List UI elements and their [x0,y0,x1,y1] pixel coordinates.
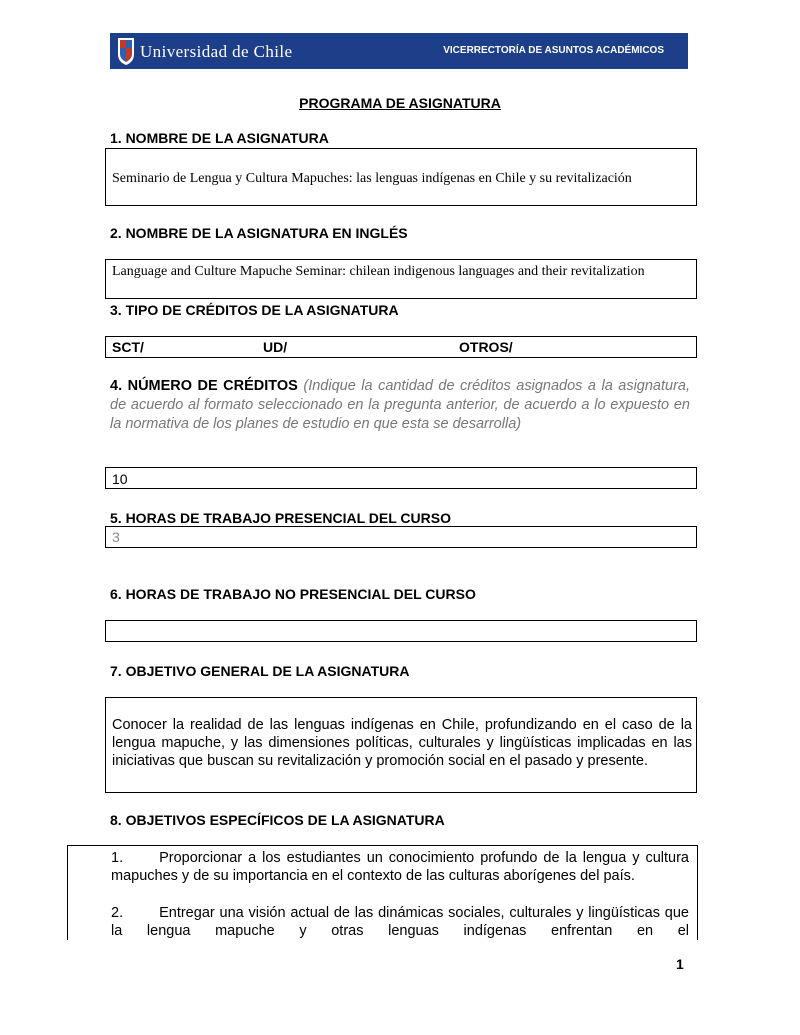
credits-box [105,467,697,489]
course-name-box [105,148,697,206]
header-banner [110,33,688,69]
section-4-hint: (Indique la cantidad de créditos asignados a la asignatura, de acuerdo al formato seleccionado en la pregunta anterior, de acuerdo a lo expuesto en la normativa de los planes de estudio en que esta se desarrolla) [110,378,691,432]
specific-objective-item [111,849,689,885]
specific-objectives-box [67,845,698,940]
credit-type-sct: SCT/ [112,339,144,355]
page-number: 1 [676,956,684,972]
section-5-heading: 5. HORAS DE TRABAJO PRESENCIAL DEL CURSO [110,510,451,526]
credits-value: 10 [112,471,128,487]
course-name-value: Seminario de Lengua y Cultura Mapuches: las lenguas indígenas en Chile y su revitalización [112,171,632,186]
section-6-heading: 6. HORAS DE TRABAJO NO PRESENCIAL DEL CURSO [110,586,476,602]
credit-type-ud: UD/ [263,339,288,355]
document-title: PROGRAMA DE ASIGNATURA [299,95,501,111]
nonpresential-hours-box [105,620,697,642]
specific-objective-text: Entregar una visión actual de las dinámicas sociales, culturales y lingüísticas que la lengua mapuche y otras lenguas indígenas enfrentan en el [111,905,689,939]
presential-hours-value: 3 [112,529,120,545]
general-objective-box [105,697,697,793]
section-1-heading: 1. NOMBRE DE LA ASIGNATURA [110,130,329,146]
office-name: VICERRECTORÍA DE ASUNTOS ACADÉMICOS [443,45,664,56]
university-crest-icon [116,36,136,66]
section-3-heading: 3. TIPO DE CRÉDITOS DE LA ASIGNATURA [110,302,399,318]
section-8-heading: 8. OBJETIVOS ESPECÍFICOS DE LA ASIGNATURA [110,812,445,828]
english-name-box [105,259,697,299]
university-name: Universidad de Chile [140,42,293,61]
specific-objective-number: 2. [111,905,124,921]
english-name-value: Language and Culture Mapuche Seminar: chilean indigenous languages and their revitalization [112,264,645,279]
section-4-paragraph [110,377,690,434]
section-7-heading: 7. OBJETIVO GENERAL DE LA ASIGNATURA [110,663,410,679]
credit-type-otros: OTROS/ [459,339,513,355]
specific-objective-text: Proporcionar a los estudiantes un conocimiento profundo de la lengua y cultura mapuches y de su importancia en el contexto de las culturas aborígenes del país. [111,850,689,884]
section-4-heading: 4. NÚMERO DE CRÉDITOS [110,378,298,394]
specific-objective-item [111,904,689,940]
specific-objective-number: 1. [111,850,124,866]
credit-type-box [105,336,697,358]
section-2-heading: 2. NOMBRE DE LA ASIGNATURA EN INGLÉS [110,225,408,241]
general-objective-value: Conocer la realidad de las lenguas indígenas en Chile, profundizando en el caso de la lengua mapuche, y las dimensiones políticas, culturales y lingüísticas implicadas en las iniciativas que buscan su revitalización y promoción social en el pasado y presente. [112,717,692,769]
presential-hours-box [105,526,697,548]
